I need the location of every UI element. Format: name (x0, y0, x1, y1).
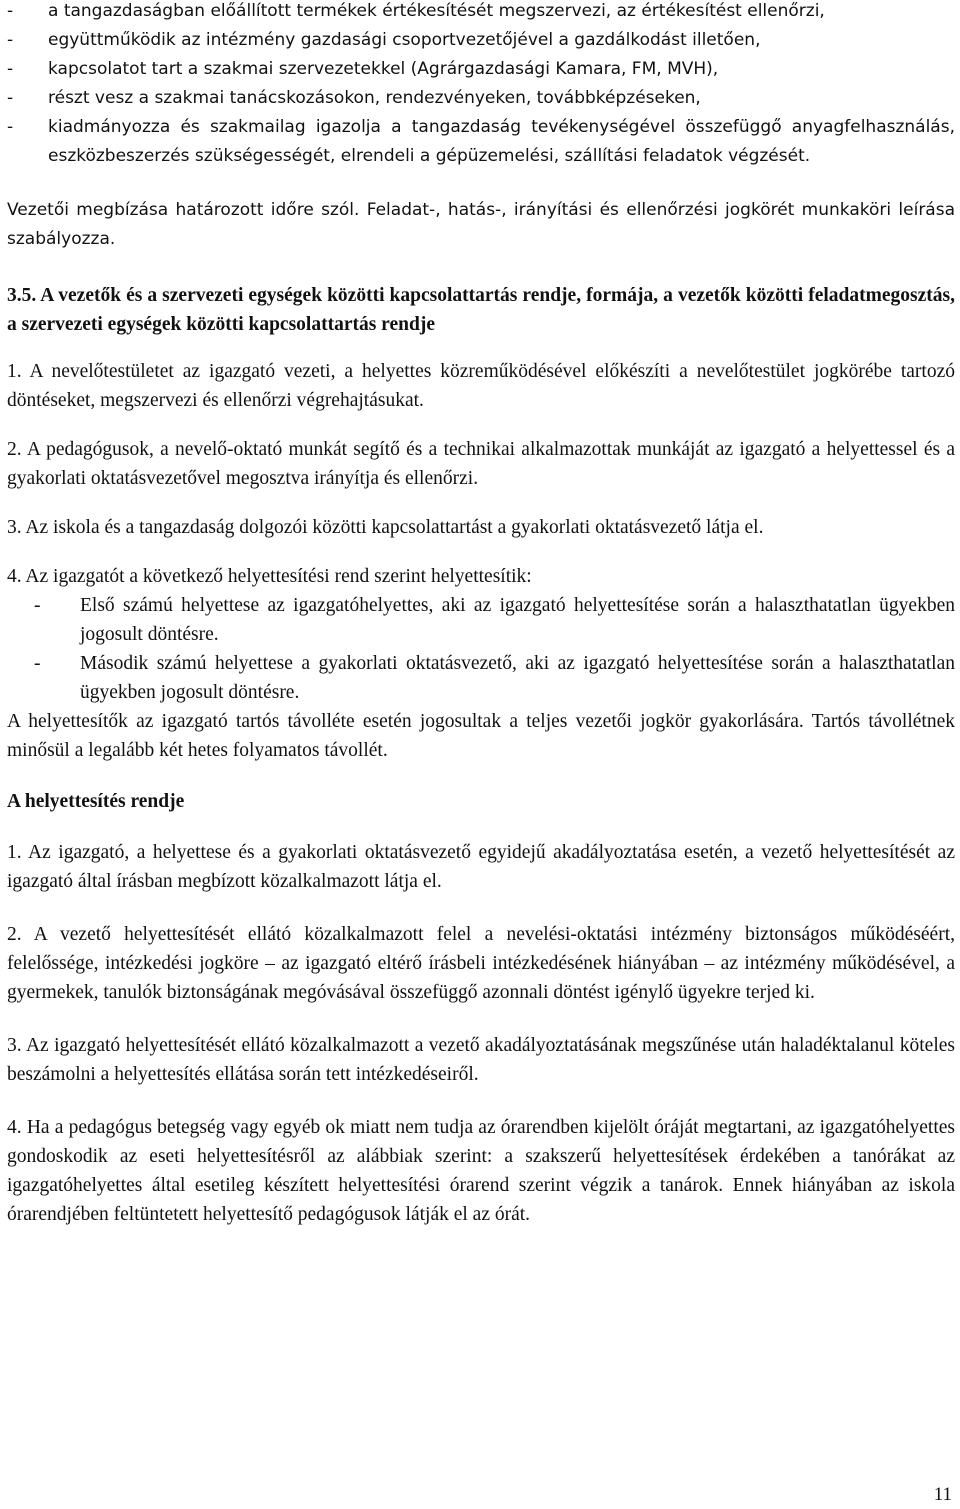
sub-paragraph-1: 1. Az igazgató, a helyettese és a gyakorlati oktatásvezető egyidejű akadályoztatása esetén, a vezető helyettesítését az igazgató által írásban megbízott közalkalmazott látja el. (7, 842, 955, 892)
mandate-paragraph: Vezetői megbízása határozott időre szól. Feladat-, hatás-, irányítási és ellenőrzési jogkörét munkaköri leírása szabályozza. (7, 200, 955, 249)
list-item: - kapcsolatot tart a szakmai szervezetekkel (Agrárgazdasági Kamara, FM, MVH), (7, 59, 719, 79)
sub-paragraph-2: 2. A vezető helyettesítését ellátó közalkalmazott felel a nevelési-oktatási intézmény biztonságos működéséért, felelőssége, intézkedési jogköre – az igazgató eltérő írásbeli intézkedésének hiányában – az intézmény működésével, a gyermekek, tanulók biztonságának megóvásával összefüggő azonnali döntést igénylő ügyekre terjed ki. (7, 924, 955, 1003)
deputies-paragraph: A helyettesítők az igazgató tartós távolléte esetén jogosultak a teljes vezetői jogkör gyakorlására. Tartós távollétnek minősül a legalább két hetes folyamatos távollét. (7, 711, 955, 761)
paragraph-1: 1. A nevelőtestületet az igazgató vezeti, a helyettes közreműködésével előkészíti a nevelőtestület jogkörébe tartozó döntéseket, megszervezi és ellenőrzi végrehajtásukat. (7, 361, 955, 411)
list-item: - a tangazdaságban előállított termékek értékesítését megszervezi, az értékesítést ellenőrzi, (7, 1, 825, 21)
section-heading: 3.5. A vezetők és a szervezeti egységek közötti kapcsolattartás rendje, formája, a vezetők közötti feladatmegosztás, a szervezeti egységek közötti kapcsolattartás rendje (7, 285, 955, 335)
list-item: - Első számú helyettese az igazgatóhelyettes, aki az igazgató helyettesítése során a halaszthatatlan ügyekben jogosult döntésre. (34, 595, 955, 645)
list-item: - kiadmányozza és szakmailag igazolja a tangazdaság tevékenységével összefüggő anyagfelhasználás, eszközbeszerzés szükségességét, elrendeli a gépüzemelési, szállítási feladatok végzését. (7, 117, 955, 166)
responsibilities-list (7, 0, 955, 171)
sub-paragraph-4: 4. Ha a pedagógus betegség vagy egyéb ok miatt nem tudja az órarendben kijelölt óráját megtartani, az igazgatóhelyettes gondoskodik az eseti helyettesítésről az alábbiak szerint: a szakszerű helyettesítések érdekében a tanórákat az igazgatóhelyettes által esetileg készített helyettesítési órarend szerint végzik a tanárok. Ennek hiányában az iskola órarendjében feltüntetett helyettesítő pedagógusok látják el az órát. (7, 1117, 955, 1225)
document-page (7, 0, 955, 1229)
deputy-list (7, 591, 955, 707)
list-item: - együttműködik az intézmény gazdasági csoportvezetőjével a gazdálkodást illetően, (7, 30, 761, 50)
page-number: 11 (933, 1484, 952, 1505)
sub-paragraph-3: 3. Az igazgató helyettesítését ellátó közalkalmazott a vezető akadályoztatásának megszűnése után haladéktalanul köteles beszámolni a helyettesítés ellátása során tett intézkedéseiről. (7, 1035, 955, 1085)
paragraph-3: 3. Az iskola és a tangazdaság dolgozói közötti kapcsolattartást a gyakorlati oktatásvezető látja el. (7, 517, 764, 538)
list-item: - Második számú helyettese a gyakorlati oktatásvezető, aki az igazgató helyettesítése során a halaszthatatlan ügyekben jogosult döntésre. (34, 653, 955, 703)
paragraph-4-intro: 4. Az igazgatót a következő helyettesítési rend szerint helyettesítik: (7, 566, 532, 587)
paragraph-2: 2. A pedagógusok, a nevelő-oktató munkát segítő és a technikai alkalmazottak munkáját az igazgató a helyettessel és a gyakorlati oktatásvezetővel megosztva irányítja és ellenőrzi. (7, 439, 955, 489)
list-item: - részt vesz a szakmai tanácskozásokon, rendezvényeken, továbbképzéseken, (7, 88, 701, 108)
subsection-heading: A helyettesítés rendje (7, 791, 185, 812)
